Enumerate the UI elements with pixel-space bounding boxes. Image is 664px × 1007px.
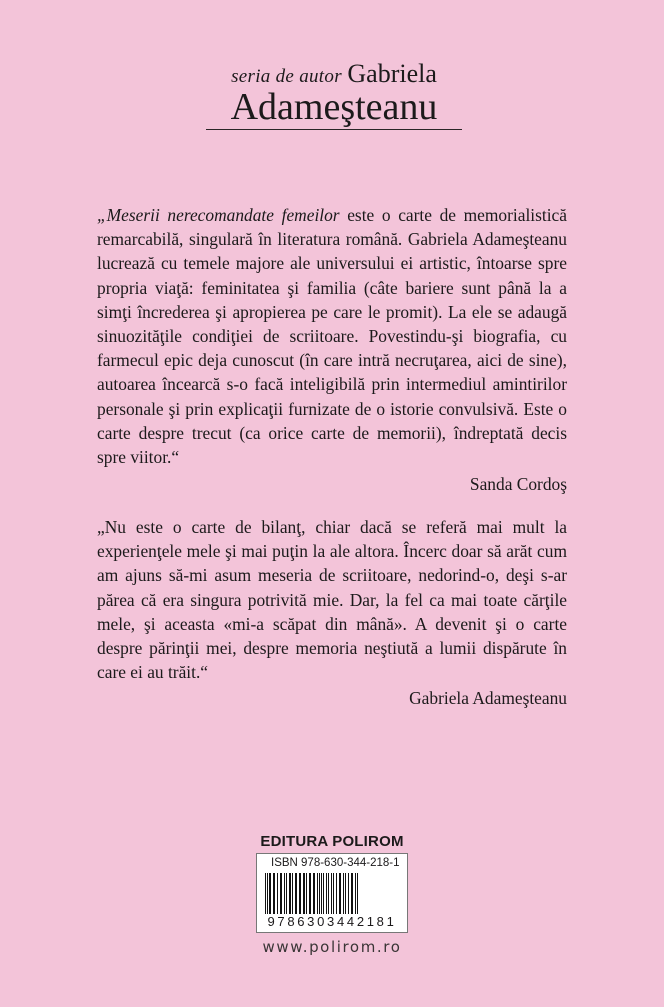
author-quote [97, 515, 567, 711]
barcode-bar [306, 873, 307, 915]
series-line [206, 59, 462, 89]
barcode-bar [289, 873, 291, 915]
barcode-bar [295, 873, 297, 915]
barcode-bar [331, 873, 332, 915]
author-quote-text: „Nu este o carte de bilanţ, chiar dacă se referă mai mult la experienţele mele şi mai puţin la ale altora. Încerc doar să arăt cum am ajuns să-mi asum meseria de scriitoare, nedorind-o, deşi s-ar părea că era singura potrivită mie. Dar, la fel ca mai toate cărţile mele, şi aceasta «mi-a scăpat din mână». A devenit şi o carte despre părinţii mei, despre memoria neştiută a lumii dispărute în care ei au trăit.“ [97, 517, 567, 683]
barcode-bar [336, 873, 337, 915]
barcode-bar [277, 873, 278, 915]
barcode-bar [323, 873, 324, 915]
barcode-bar [328, 873, 329, 915]
barcode-bar [339, 873, 341, 915]
barcode-bar [333, 873, 334, 915]
barcode-bar [351, 873, 353, 915]
review-body: este o carte de memorialistică remarcabilă, singulară în literatura română. Gabriela Adameşteanu lucrează cu temele majore ale universului ei artistic, întoarse spre propria viaţă: feminitatea şi familia (câte bariere sunt până la a simţi încrederea şi apropierea pe care le promit). La ele se adaugă sinuozităţile condiţiei de scriitoare. Povestindu-şi biografia, cu farmecul epic deja cunoscut (în care intră necruţarea, aici de sine), autoarea încearcă s-o facă inteligibilă prin intermediul amintirilor personale şi prin explicaţii furnizate de o istorie convulsivă. Este o carte despre trecut (ca orice carte de memorii), îndreptată decis spre viitor.“ [97, 205, 567, 468]
author-last-name: Adameşteanu [230, 86, 438, 128]
review-quote [97, 203, 567, 496]
publisher-website: www.polirom.ro [262, 938, 402, 956]
barcode-bar [348, 873, 349, 915]
publisher-name: EDITURA POLIROM [260, 833, 404, 850]
barcode-bar [280, 873, 282, 915]
isbn-number: ISBN 978-630-344-218-1 [271, 857, 400, 869]
barcode-bar [345, 873, 346, 915]
barcode-bar [326, 873, 327, 915]
quote-author: Gabriela Adameşteanu [409, 688, 567, 709]
series-prefix: seria de autor [231, 66, 342, 87]
barcode-bar [321, 873, 322, 915]
barcode-bar [343, 873, 344, 915]
series-divider [206, 129, 462, 130]
barcode-bar [309, 873, 311, 915]
barcode-bar [269, 873, 271, 915]
book-title-italic: „Meserii nerecomandate femeilor [97, 205, 340, 225]
review-author: Sanda Cordoş [469, 474, 567, 495]
review-quote-text [97, 203, 567, 469]
barcode-bar [299, 873, 301, 915]
author-first-name: Gabriela [347, 59, 437, 88]
barcode-bar [286, 873, 287, 915]
barcode-bar [313, 873, 315, 915]
barcode-bar [292, 873, 293, 915]
series-header [206, 59, 462, 130]
isbn-barcode [256, 853, 408, 933]
barcode-bar [273, 873, 275, 915]
barcode-bar [284, 873, 285, 915]
barcode-bar [303, 873, 305, 915]
barcode-digits: 9786303442181 [257, 914, 407, 929]
